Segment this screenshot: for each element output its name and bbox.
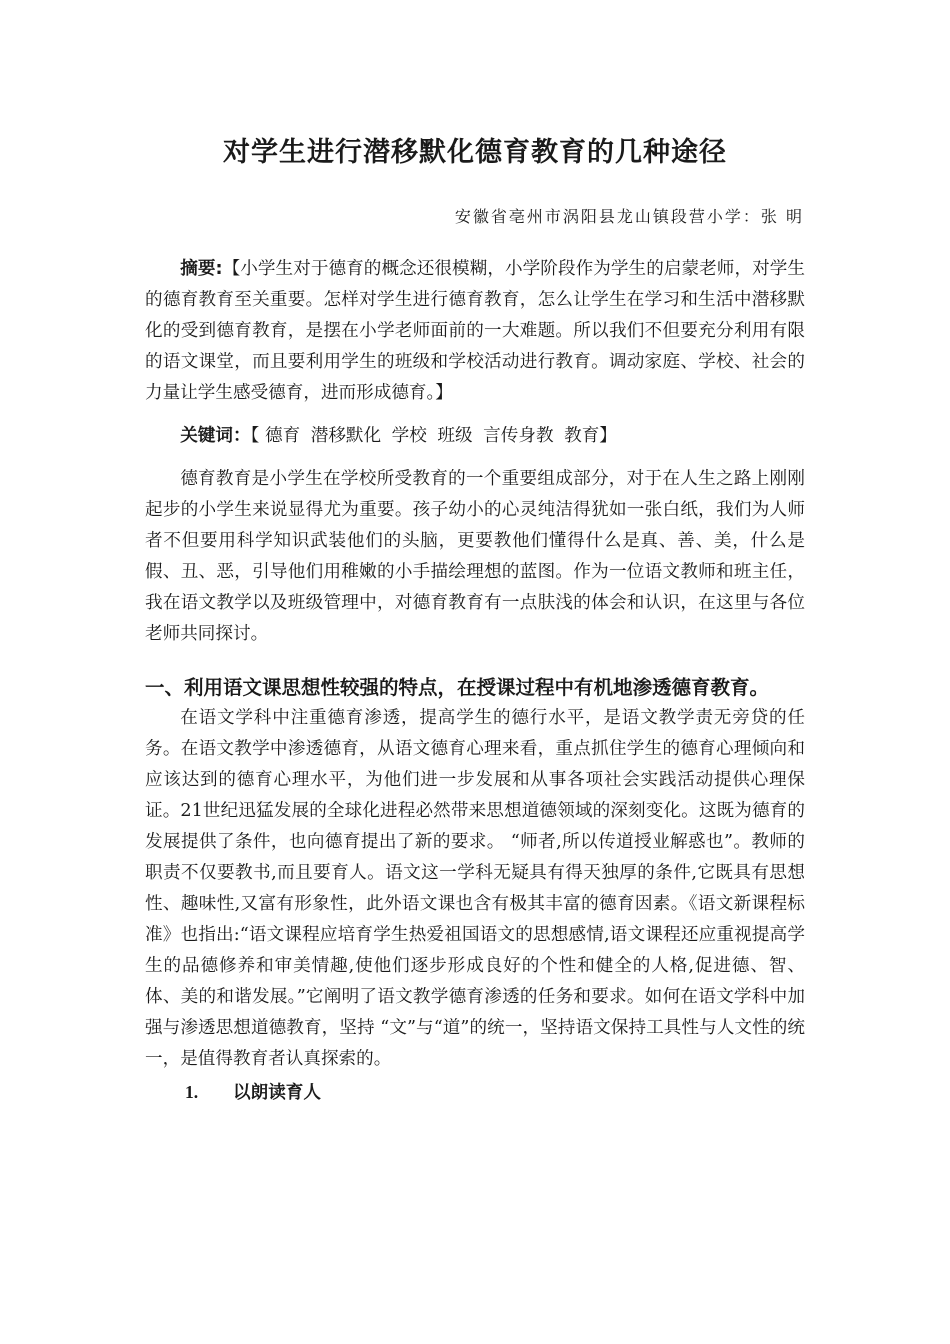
abstract-text: 【小学生对于德育的概念还很模糊，小学阶段作为学生的启蒙老师，对学生的德育教育至关重要。怎样对学生进行德育教育，怎么让学生在学习和生活中潜移默化的受到德育教育，是摆在小学老师面前的一大难题。所以我们不但要充分利用有限的语文课堂，而且要利用学生的班级和学校活动进行教育。调动家庭、学校、社会的力量让学生感受德育，进而形成德育。】 <box>145 259 805 403</box>
keywords-open-bracket: 【 <box>250 426 260 446</box>
keyword-item: 言传身教 <box>483 426 554 446</box>
keyword-item: 德育 <box>264 426 301 446</box>
keyword-item: 潜移默化 <box>310 426 382 446</box>
keyword-item: 教育 <box>564 426 600 446</box>
section-1-paragraph: 在语文学科中注重德育渗透，提高学生的德行水平，是语文教学责无旁贷的任务。在语文教学中渗透德育，从语文德育心理来看，重点抓住学生的德育心理倾向和应该达到的德育心理水平，为他们进一步发展和从事各项社会实践活动提供心理保证。21世纪迅猛发展的全球化进程必然带来思想道德领域的深刻变化。这既为德育的发展提供了条件，也向德育提出了新的要求。 “师者,所以传道授业解惑也”。教师的职责不仅要教书,而且要育人。语文这一学科无疑具有得天独厚的条件,它既具有思想性、趣味性,又富有形象性，此外语文课也含有极其丰富的德育因素。《语文新课程标准》也指出:“语文课程应培育学生热爱祖国语文的思想感情,语文课程还应重视提高学生的品德修养和审美情趣,使他们逐步形成良好的个性和健全的人格,促进德、智、体、美的和谐发展。”它阐明了语文教学德育渗透的任务和要求。如何在语文学科中加强与渗透思想道德教育，坚持 “文”与“道”的统一，坚持语文保持工具性与人文性的统一，是值得教育者认真探索的。 <box>145 708 805 1069</box>
keywords-close-bracket: 】 <box>599 426 617 446</box>
author-line: 安徽省亳州市涡阳县龙山镇段营小学：张 明 <box>454 207 804 226</box>
intro-paragraph: 德育教育是小学生在学校所受教育的一个重要组成部分，对于在人生之路上刚刚起步的小学生来说显得尤为重要。孩子幼小的心灵纯洁得犹如一张白纸，我们为人师者不但要用科学知识武装他们的头脑，更要教他们懂得什么是真、善、美，什么是假、丑、恶，引导他们用稚嫩的小手描绘理想的蓝图。作为一位语文教师和班主任，我在语文教学以及班级管理中，对德育教育有一点肤浅的体会和认识，在这里与各位老师共同探讨。 <box>145 469 805 644</box>
keyword-item: 学校 <box>391 426 427 446</box>
subsection-title: 以朗读育人 <box>233 1082 321 1103</box>
abstract-paragraph <box>145 254 805 409</box>
keywords-paragraph <box>145 421 805 452</box>
keywords-label: 关键词： <box>180 426 251 446</box>
subsection-number: 1. <box>185 1082 199 1102</box>
abstract-label: 摘要: <box>180 259 223 279</box>
section-1-heading: 一、利用语文课思想性较强的特点，在授课过程中有机地渗透德育教育。 <box>145 676 770 699</box>
keyword-item: 班级 <box>437 426 473 446</box>
subsection-1-heading <box>145 1077 805 1108</box>
document-title: 对学生进行潜移默化德育教育的几种途径 <box>223 137 727 168</box>
document-body <box>145 254 805 1108</box>
